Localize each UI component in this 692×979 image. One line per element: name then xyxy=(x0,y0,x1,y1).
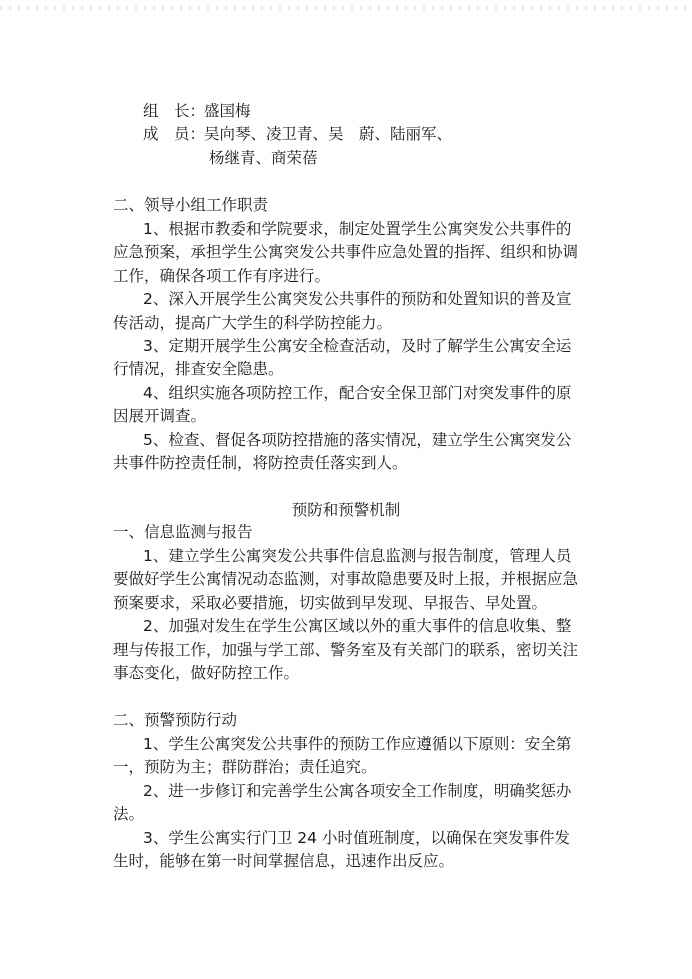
duties-line: 应急预案，承担学生公寓突发公共事件应急处置的指挥、组织和协调 xyxy=(113,243,579,261)
members-names-line2: 杨继青、商荣蓓 xyxy=(209,149,318,167)
duties-line: 工作，确保各项工作有序进行。 xyxy=(113,267,331,285)
duties-line: 5、检查、督促各项防控措施的落实情况，建立学生公寓突发公 xyxy=(143,431,572,449)
duties-line: 传活动，提高广大学生的科学防控能力。 xyxy=(113,314,393,332)
action-line: 1、学生公寓突发公共事件的预防工作应遵循以下原则：安全第 xyxy=(143,735,572,753)
duties-line: 因展开调查。 xyxy=(113,407,207,425)
members-row xyxy=(143,124,452,144)
action-heading: 二、预警预防行动 xyxy=(113,711,238,729)
leader-label: 组 长： xyxy=(143,102,206,120)
duties-line: 行情况，排查安全隐患。 xyxy=(113,360,284,378)
duties-line: 4、组织实施各项防控工作，配合安全保卫部门对突发事件的原 xyxy=(143,384,572,402)
monitor-line: 理与传报工作，加强与学工部、警务室及有关部门的联系，密切关注 xyxy=(113,641,579,659)
members-label: 成 员： xyxy=(143,125,206,143)
monitor-line: 事态变化，做好防控工作。 xyxy=(113,664,300,682)
monitor-line: 预案要求，采取必要措施，切实做到早发现、早报告、早处置。 xyxy=(113,594,548,612)
mechanism-title: 预防和预警机制 xyxy=(291,501,401,519)
monitor-line: 要做好学生公寓情况动态监测，对事故隐患要及时上报，并根据应急 xyxy=(113,570,579,588)
action-line: 法。 xyxy=(113,805,145,823)
leader-row xyxy=(143,101,251,121)
monitor-heading: 一、信息监测与报告 xyxy=(113,523,253,541)
duties-line: 3、定期开展学生公寓安全检查活动，及时了解学生公寓安全运 xyxy=(143,337,572,355)
action-line: 生时，能够在第一时间掌握信息，迅速作出反应。 xyxy=(113,852,455,870)
duties-line: 1、根据市教委和学院要求，制定处置学生公寓突发公共事件的 xyxy=(143,220,572,238)
leader-name: 盛国梅 xyxy=(204,102,251,120)
monitor-line: 2、加强对发生在学生公寓区域以外的重大事件的信息收集、整 xyxy=(143,617,572,635)
members-names-line1: 吴向琴、凌卫青、吴 蔚、陆丽军、 xyxy=(204,125,453,143)
scan-edge-artifact xyxy=(0,6,692,10)
monitor-line: 1、建立学生公寓突发公共事件信息监测与报告制度，管理人员 xyxy=(143,547,572,565)
duties-heading: 二、领导小组工作职责 xyxy=(113,196,269,214)
duties-line: 2、深入开展学生公寓突发公共事件的预防和处置知识的普及宣 xyxy=(143,290,572,308)
action-line: 2、进一步修订和完善学生公寓各项安全工作制度，明确奖惩办 xyxy=(143,782,572,800)
action-line: 3、学生公寓实行门卫 24 小时值班制度，以确保在突发事件发 xyxy=(143,829,570,847)
action-line: 一，预防为主；群防群治；责任追究。 xyxy=(113,758,377,776)
duties-line: 共事件防控责任制，将防控责任落实到人。 xyxy=(113,454,408,472)
